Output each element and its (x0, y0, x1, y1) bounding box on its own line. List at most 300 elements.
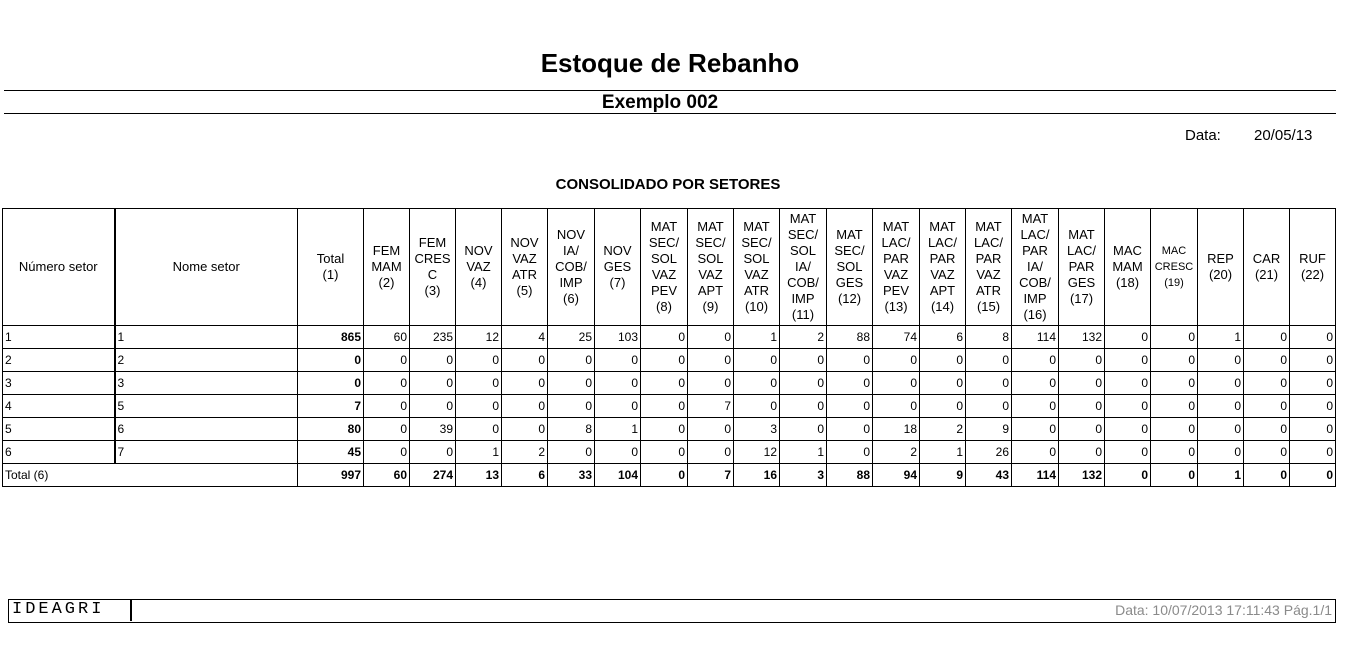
sector-name-cell: 7 (115, 441, 298, 464)
column-header-line: ATR (743, 283, 770, 298)
column-header-line: (4) (470, 275, 487, 290)
sector-name-cell: 1 (115, 326, 298, 349)
value-cell: 0 (1012, 349, 1059, 372)
value-cell: 0 (456, 395, 502, 418)
value-cell: 0 (1105, 326, 1151, 349)
value-cell: 12 (456, 326, 502, 349)
value-cell: 0 (688, 418, 734, 441)
column-header (873, 209, 920, 326)
value-cell: 0 (298, 372, 364, 395)
column-header-line: MAT (697, 219, 724, 234)
value-cell: 12 (734, 441, 780, 464)
column-header-line: SEC/ (695, 235, 726, 250)
value-cell: 0 (1198, 395, 1244, 418)
column-header-line: SEC/ (741, 235, 772, 250)
column-header-line: (16) (1023, 307, 1047, 322)
value-cell: 0 (456, 372, 502, 395)
total-value-cell: 43 (966, 464, 1012, 487)
value-cell: 0 (1105, 441, 1151, 464)
value-cell: 0 (456, 349, 502, 372)
column-header-line: (10) (744, 299, 769, 314)
total-value-cell: 6 (502, 464, 548, 487)
total-value-cell: 94 (873, 464, 920, 487)
value-cell: 0 (920, 349, 966, 372)
total-value-cell: 274 (410, 464, 456, 487)
sector-number-cell: 3 (3, 372, 115, 395)
column-header-line: SEC/ (834, 243, 865, 258)
column-header-line: GES (1067, 275, 1096, 290)
value-cell: 0 (641, 395, 688, 418)
column-header-line: (7) (609, 275, 626, 290)
column-header-line: NOV (464, 243, 493, 258)
value-cell: 0 (1059, 418, 1105, 441)
value-cell: 39 (410, 418, 456, 441)
value-cell: 132 (1059, 326, 1105, 349)
value-cell: 0 (688, 326, 734, 349)
column-header-line: (15) (976, 299, 1001, 314)
column-header-line: IA/ (563, 243, 579, 258)
table-row (3, 349, 1336, 372)
total-value-cell: 16 (734, 464, 780, 487)
total-row (3, 464, 1336, 487)
value-cell: 0 (1198, 349, 1244, 372)
column-header-line: MAC (1161, 245, 1187, 257)
value-cell: 0 (1059, 372, 1105, 395)
value-cell: 0 (1290, 418, 1336, 441)
sector-number-cell: 2 (3, 349, 115, 372)
column-header-line: MAT (743, 219, 770, 234)
column-header-line: PEV (650, 283, 677, 298)
column-header-line: GES (603, 259, 632, 274)
column-header-line: VAZ (883, 267, 909, 282)
column-header-line: (22) (1300, 267, 1325, 282)
column-header (548, 209, 595, 326)
column-header-line: NOV (510, 235, 539, 250)
value-cell: 0 (966, 395, 1012, 418)
value-cell: 18 (873, 418, 920, 441)
column-header-line: (18) (1115, 275, 1140, 290)
sector-name-cell: 6 (115, 418, 298, 441)
value-cell: 1 (595, 418, 641, 441)
value-cell: 0 (548, 441, 595, 464)
value-cell: 0 (780, 395, 827, 418)
value-cell: 865 (298, 326, 364, 349)
total-value-cell: 0 (1290, 464, 1336, 487)
value-cell: 80 (298, 418, 364, 441)
value-cell: 0 (734, 395, 780, 418)
column-header-line: MAT (789, 211, 817, 226)
value-cell: 0 (1012, 395, 1059, 418)
column-header-line: LAC/ (1020, 227, 1050, 242)
column-header-line: VAZ (976, 267, 1001, 282)
total-value-cell: 1 (1198, 464, 1244, 487)
herd-stock-table (2, 208, 1336, 487)
value-cell: 0 (1244, 441, 1290, 464)
column-header-line: MAM (1112, 259, 1143, 274)
value-cell: 0 (410, 349, 456, 372)
column-header-line: COB/ (555, 259, 587, 274)
total-value-cell: 114 (1012, 464, 1059, 487)
value-cell: 0 (734, 349, 780, 372)
total-value-cell: 9 (920, 464, 966, 487)
column-header-line: CRESC (1154, 261, 1194, 273)
value-cell: 1 (734, 326, 780, 349)
value-cell: 0 (456, 418, 502, 441)
column-header-line: (8) (656, 299, 672, 314)
table-row (3, 372, 1336, 395)
value-cell: 0 (1290, 441, 1336, 464)
column-header-line: LAC/ (974, 235, 1003, 250)
table-row (3, 441, 1336, 464)
column-header-line: APT (697, 283, 724, 298)
column-header-line: PEV (882, 283, 909, 298)
column-header-line: IMP (1023, 291, 1047, 306)
value-cell: 0 (502, 349, 548, 372)
column-header-line: MAT (882, 219, 910, 234)
column-header (115, 209, 298, 326)
column-header (920, 209, 966, 326)
value-cell: 0 (1151, 395, 1198, 418)
value-cell: 0 (1012, 418, 1059, 441)
value-cell: 0 (641, 441, 688, 464)
value-cell: 0 (1244, 349, 1290, 372)
value-cell: 9 (966, 418, 1012, 441)
value-cell: 0 (502, 372, 548, 395)
value-cell: 114 (1012, 326, 1059, 349)
value-cell: 0 (1059, 349, 1105, 372)
column-header (1244, 209, 1290, 326)
column-header-line: (20) (1208, 267, 1233, 282)
total-value-cell: 3 (780, 464, 827, 487)
value-cell: 7 (688, 395, 734, 418)
value-cell: 0 (1244, 418, 1290, 441)
column-header-line: GES (835, 275, 864, 290)
value-cell: 8 (548, 418, 595, 441)
value-cell: 0 (827, 441, 873, 464)
column-header-line: VAZ (651, 267, 677, 282)
value-cell: 0 (548, 372, 595, 395)
value-cell: 0 (595, 349, 641, 372)
value-cell: 0 (641, 372, 688, 395)
sector-number-cell: 6 (3, 441, 115, 464)
value-cell: 0 (1290, 395, 1336, 418)
value-cell: 103 (595, 326, 641, 349)
value-cell: 0 (1012, 441, 1059, 464)
value-cell: 0 (1290, 326, 1336, 349)
column-header-line: FEM (372, 243, 401, 258)
column-header-line: (3) (424, 283, 441, 298)
value-cell: 0 (1105, 395, 1151, 418)
column-header-line: VAZ (698, 267, 723, 282)
value-cell: 0 (734, 372, 780, 395)
total-value-cell: 104 (595, 464, 641, 487)
value-cell: 2 (873, 441, 920, 464)
value-cell: 1 (780, 441, 827, 464)
column-header-line: IA/ (1027, 259, 1043, 274)
column-header-line: (11) (791, 307, 815, 322)
column-header-line: LAC/ (928, 235, 957, 250)
column-header-line: (21) (1254, 267, 1279, 282)
value-cell: 8 (966, 326, 1012, 349)
column-header (595, 209, 641, 326)
value-cell: 0 (920, 372, 966, 395)
column-header-line: PAR (929, 251, 956, 266)
total-value-cell: 0 (641, 464, 688, 487)
value-cell: 0 (1244, 372, 1290, 395)
value-cell: 0 (1244, 395, 1290, 418)
table-row (3, 418, 1336, 441)
ideagri-logo: IDEAGRI (8, 599, 132, 621)
column-header (410, 209, 456, 326)
table-row (3, 395, 1336, 418)
column-header-line: PAR (883, 251, 909, 266)
value-cell: 0 (1198, 418, 1244, 441)
total-value-cell: 88 (827, 464, 873, 487)
column-header-line: C (427, 267, 438, 282)
value-cell: 0 (641, 418, 688, 441)
value-cell: 0 (873, 349, 920, 372)
column-header-line: COB/ (787, 275, 819, 290)
value-cell: 0 (966, 372, 1012, 395)
title-divider-top (4, 90, 1336, 91)
title-divider-bottom (4, 113, 1336, 114)
value-cell: 0 (410, 395, 456, 418)
column-header-line: VAZ (744, 267, 769, 282)
date-value: 20/05/13 (1254, 127, 1313, 144)
value-cell: 0 (1151, 441, 1198, 464)
column-header-line: MAM (371, 259, 402, 274)
column-header-line: COB/ (1019, 275, 1051, 290)
value-cell: 0 (1105, 372, 1151, 395)
value-cell: 0 (1290, 349, 1336, 372)
column-header-line: MAT (1021, 211, 1049, 226)
column-header (734, 209, 780, 326)
column-header-line: Número setor (18, 259, 98, 274)
total-value-cell: 132 (1059, 464, 1105, 487)
value-cell: 235 (410, 326, 456, 349)
column-header (456, 209, 502, 326)
sector-number-cell: 5 (3, 418, 115, 441)
column-header-line: (19) (1164, 277, 1184, 289)
column-header (1105, 209, 1151, 326)
column-header-line: SOL (836, 259, 863, 274)
value-cell: 74 (873, 326, 920, 349)
column-header-line: SOL (650, 251, 677, 266)
table-header-row (3, 209, 1336, 326)
value-cell: 0 (595, 372, 641, 395)
value-cell: 0 (688, 441, 734, 464)
value-cell: 0 (641, 326, 688, 349)
date-label: Data: (1185, 127, 1221, 144)
column-header (364, 209, 410, 326)
value-cell: 0 (1151, 326, 1198, 349)
column-header (1151, 209, 1198, 326)
value-cell: 0 (827, 395, 873, 418)
value-cell: 7 (298, 395, 364, 418)
section-heading: CONSOLIDADO POR SETORES (555, 176, 781, 193)
value-cell: 0 (827, 372, 873, 395)
value-cell: 0 (364, 349, 410, 372)
column-header-line: MAT (975, 219, 1002, 234)
value-cell: 0 (827, 418, 873, 441)
column-header-line: MAT (650, 219, 678, 234)
column-header-line: SEC/ (648, 235, 680, 250)
column-header-line: IA/ (795, 259, 811, 274)
value-cell: 0 (1290, 372, 1336, 395)
sector-name-cell: 5 (115, 395, 298, 418)
print-info: Data: 10/07/2013 17:11:43 Pág.1/1 (1115, 602, 1332, 618)
column-header-line: Nome setor (172, 259, 240, 274)
total-value-cell: 997 (298, 464, 364, 487)
column-header-line: APT (929, 283, 956, 298)
column-header (1012, 209, 1059, 326)
value-cell: 0 (1105, 418, 1151, 441)
column-header-line: LAC/ (881, 235, 911, 250)
value-cell: 0 (780, 372, 827, 395)
column-header-line: MAC (1113, 243, 1142, 258)
column-header (641, 209, 688, 326)
total-label-cell: Total (6) (3, 464, 298, 487)
value-cell: 0 (1151, 372, 1198, 395)
value-cell: 2 (920, 418, 966, 441)
column-header-line: VAZ (930, 267, 955, 282)
total-value-cell: 7 (688, 464, 734, 487)
column-header-line: SOL (697, 251, 724, 266)
column-header-line: (1) (322, 267, 339, 282)
column-header-line: ATR (511, 267, 538, 282)
column-header-line: SOL (743, 251, 770, 266)
total-value-cell: 0 (1244, 464, 1290, 487)
value-cell: 4 (502, 326, 548, 349)
sector-number-cell: 1 (3, 326, 115, 349)
column-header (1290, 209, 1336, 326)
column-header-line: VAZ (512, 251, 537, 266)
column-header-line: PAR (975, 251, 1002, 266)
column-header-line: (6) (563, 291, 579, 306)
column-header-line: MAT (1068, 227, 1095, 242)
column-header-line: VAZ (466, 259, 491, 274)
column-header (966, 209, 1012, 326)
column-header-line: MAT (836, 227, 863, 242)
column-header-line: (5) (516, 283, 533, 298)
value-cell: 0 (920, 395, 966, 418)
report-title: Estoque de Rebanho (540, 48, 800, 78)
column-header-line: (14) (930, 299, 955, 314)
value-cell: 0 (1151, 349, 1198, 372)
value-cell: 0 (966, 349, 1012, 372)
column-header-line: CAR (1252, 251, 1281, 266)
value-cell: 3 (734, 418, 780, 441)
column-header-line: IMP (791, 291, 815, 306)
value-cell: 1 (920, 441, 966, 464)
column-header-line: LAC/ (1067, 243, 1096, 258)
column-header-line: CRES (414, 251, 451, 266)
value-cell: 0 (1059, 395, 1105, 418)
value-cell: 0 (548, 349, 595, 372)
report-subtitle: Exemplo 002 (601, 92, 719, 113)
column-header (1198, 209, 1244, 326)
column-header-line: Total (316, 251, 345, 266)
value-cell: 0 (364, 441, 410, 464)
total-value-cell: 33 (548, 464, 595, 487)
column-header (827, 209, 873, 326)
column-header-line: SOL (789, 243, 816, 258)
value-cell: 6 (920, 326, 966, 349)
value-cell: 0 (410, 372, 456, 395)
column-header-line: (13) (884, 299, 908, 314)
total-value-cell: 13 (456, 464, 502, 487)
value-cell: 1 (456, 441, 502, 464)
column-header-line: (12) (837, 291, 862, 306)
column-header-line: RUF (1299, 251, 1326, 266)
value-cell: 0 (780, 418, 827, 441)
value-cell: 0 (595, 395, 641, 418)
value-cell: 0 (1059, 441, 1105, 464)
value-cell: 0 (873, 372, 920, 395)
sector-name-cell: 3 (115, 372, 298, 395)
value-cell: 0 (1012, 372, 1059, 395)
sector-name-cell: 2 (115, 349, 298, 372)
value-cell: 0 (595, 441, 641, 464)
value-cell: 0 (688, 372, 734, 395)
value-cell: 0 (364, 395, 410, 418)
value-cell: 0 (780, 349, 827, 372)
value-cell: 0 (1198, 441, 1244, 464)
column-header (688, 209, 734, 326)
value-cell: 25 (548, 326, 595, 349)
value-cell: 0 (873, 395, 920, 418)
value-cell: 0 (548, 395, 595, 418)
table-row (3, 326, 1336, 349)
column-header-line: NOV (556, 227, 586, 242)
column-header-line: PAR (1068, 259, 1095, 274)
value-cell: 0 (1198, 372, 1244, 395)
value-cell: 0 (1151, 418, 1198, 441)
value-cell: 1 (1198, 326, 1244, 349)
column-header (780, 209, 827, 326)
value-cell: 26 (966, 441, 1012, 464)
value-cell: 0 (502, 418, 548, 441)
value-cell: 0 (641, 349, 688, 372)
value-cell: 0 (298, 349, 364, 372)
value-cell: 2 (502, 441, 548, 464)
value-cell: 0 (688, 349, 734, 372)
column-header-line: NOV (603, 243, 632, 258)
column-header-line: FEM (418, 235, 447, 250)
sector-number-cell: 4 (3, 395, 115, 418)
value-cell: 0 (364, 372, 410, 395)
value-cell: 0 (410, 441, 456, 464)
column-header-line: REP (1207, 251, 1234, 266)
total-value-cell: 0 (1105, 464, 1151, 487)
column-header-line: IMP (559, 275, 583, 290)
value-cell: 88 (827, 326, 873, 349)
total-value-cell: 0 (1151, 464, 1198, 487)
column-header-line: (17) (1069, 291, 1094, 306)
column-header-line: PAR (1022, 243, 1048, 258)
value-cell: 0 (502, 395, 548, 418)
column-header-line: ATR (975, 283, 1002, 298)
value-cell: 45 (298, 441, 364, 464)
column-header-line: (2) (378, 275, 395, 290)
column-header (502, 209, 548, 326)
value-cell: 60 (364, 326, 410, 349)
value-cell: 0 (1244, 326, 1290, 349)
column-header (298, 209, 364, 326)
value-cell: 0 (364, 418, 410, 441)
value-cell: 0 (1105, 349, 1151, 372)
column-header (1059, 209, 1105, 326)
